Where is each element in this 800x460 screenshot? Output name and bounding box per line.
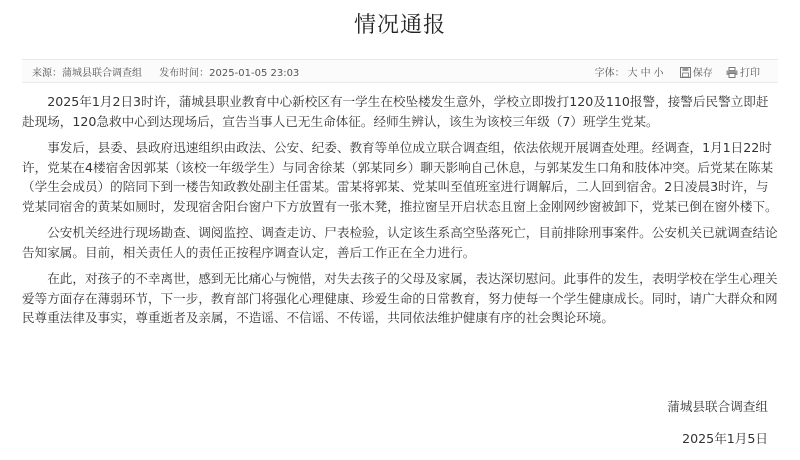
source-text: 来源：蒲城县联合调查组 — [32, 68, 142, 79]
font-size-label: 字体： — [594, 68, 625, 79]
paragraph: 在此，对孩子的不幸离世，感到无比痛心与惋惜，对失去孩子的父母及家属，表达深切慰问。此事件的发生，表明学校在学生心理关爱等方面存在薄弱环节，下一步，教育部门将强化心理健康、珍爱生命的日常教育，努力使每一个学生健康成长。同时，请广大群众和网民尊重法律及事实，尊重逝者及亲属，不造谣、不信谣、不传谣，共同依法维护健康有序的社会舆论环境。 — [22, 271, 778, 325]
meta-info — [32, 64, 313, 79]
save-icon — [680, 67, 691, 78]
article-meta-bar — [22, 59, 778, 83]
paragraph: 2025年1月2日3时许，蒲城县职业教育中心新校区有一学生在校坠楼发生意外，学校立即拨打120及110报警，接警后民警立即赶赴现场，120急救中心到达现场后，宣告当事人已无生命体征。经师生辨认，该生为该校三年级（7）班学生党某。 — [22, 94, 769, 129]
print-button[interactable] — [726, 68, 760, 79]
save-label: 保存 — [692, 68, 713, 79]
article-body — [22, 92, 778, 335]
save-button[interactable] — [680, 68, 716, 79]
publish-time: 发布时间：2025-01-05 23:03 — [159, 68, 300, 79]
font-size-medium[interactable]: 中 — [640, 68, 651, 79]
paragraph: 事发后，县委、县政府迅速组织由政法、公安、纪委、教育等单位成立联合调查组，依法依规开展调查处理。经调查，1月1日22时许，党某在4楼宿舍因郭某（该校一年级学生）与同舍徐某（郭某同乡）聊天影响自己休息，与郭某发生口角和肢体冲突。后党某在陈某（学生会成员）的陪同下到一楼告知政教处副主任雷某。雷某将郭某、党某叫至值班室进行调解后，二人回到宿舍。2日凌晨3时许，与党某同宿舍的黄某如厕时，发现宿舍阳台窗户下方放置有一张木凳，推拉窗呈开启状态且窗上金刚网纱窗被卸下，党某已倒在窗外楼下。 — [22, 140, 778, 214]
page-title: 情况通报 — [353, 13, 446, 38]
font-size-large[interactable]: 大 — [627, 68, 638, 79]
meta-tools — [595, 64, 760, 79]
paragraph: 公安机关经进行现场勘查、调阅监控、调查走访、尸表检验，认定该生系高空坠落死亡，目前排除刑事案件。公安机关已就调查结论告知家属。目前，相关责任人的责任正按程序调查认定，善后工作正在全力进行。 — [22, 225, 778, 260]
font-size-small[interactable]: 小 — [653, 68, 664, 79]
signature-date: 2025年1月5日 — [682, 431, 768, 446]
signature-org: 蒲城县联合调查组 — [667, 399, 768, 414]
print-label: 打印 — [740, 68, 760, 79]
print-icon — [726, 67, 738, 78]
